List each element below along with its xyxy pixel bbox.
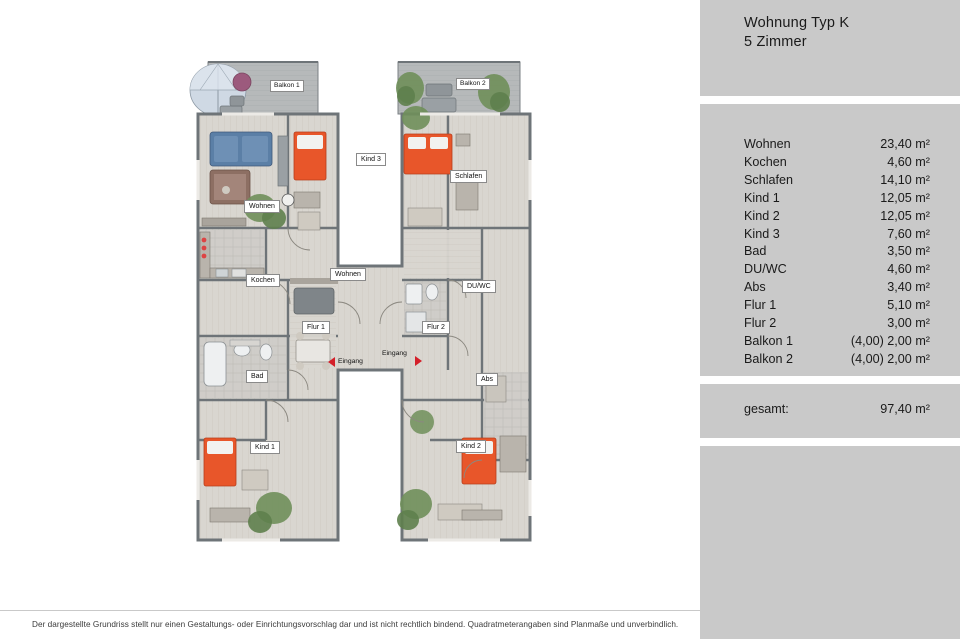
floorplan-drawing [170,40,570,550]
label-wohnen-left: Wohnen [244,200,280,213]
room-row [744,208,930,226]
room-area: (4,00) 2,00 m² [850,333,930,348]
room-row [744,297,930,315]
room-area: 23,40 m² [880,137,930,151]
room-area: 12,05 m² [880,208,930,223]
total-label: gesamt: [744,402,789,416]
room-name: Flur 1 [744,298,777,313]
room-name: Kind 1 [744,190,780,205]
room-name: Kochen [744,154,787,169]
label-schlafen: Schlafen [450,170,487,183]
label-wohnen-mid: Wohnen [330,268,366,281]
room-row [744,190,930,208]
page-title [744,14,849,52]
apartment-rooms: 5 Zimmer [744,34,807,50]
entry-marker-right [415,356,422,366]
total-area: 97,40 m² [880,402,930,416]
room-name: Kind 3 [744,226,780,241]
room-name: Bad [744,244,767,259]
label-kind3: Kind 3 [356,153,386,166]
room-name: Schlafen [744,172,794,187]
panel-title-block [700,0,960,96]
room-row [744,243,930,261]
label-eingang-right: Eingang [382,350,407,357]
panel-filler-block [700,446,960,639]
footer-divider [0,610,700,611]
room-area: 3,40 m² [887,280,930,295]
room-row [744,333,930,351]
label-flur2: Flur 2 [422,321,450,334]
label-flur1: Flur 1 [302,321,330,334]
room-name: Wohnen [744,137,791,151]
room-area: 4,60 m² [887,154,930,169]
label-duwc: DU/WC [462,280,496,293]
room-area: 3,50 m² [887,244,930,259]
total-row [744,402,930,416]
label-abs: Abs [476,373,498,386]
room-area: 12,05 m² [880,190,930,205]
apartment-type: Wohnung Typ K [744,15,850,31]
footer-disclaimer: Der dargestellte Grundriss stellt nur einen Gestaltungs- oder Einrichtungsvorschlag dar und ist nicht rechtlich bindend. Quadratmeterangaben sind Planmaße und unverbindlich. [32,620,679,629]
room-name: DU/WC [744,262,787,277]
room-area-list [744,136,930,369]
room-row [744,154,930,172]
room-area: 4,60 m² [887,262,930,277]
room-row [744,279,930,297]
label-balkon1: Balkon 1 [270,80,304,92]
room-row [744,172,930,190]
panel-total-block [700,384,960,438]
entry-marker-left [328,357,335,367]
label-bad: Bad [246,370,268,383]
room-area: 5,10 m² [887,298,930,313]
floorplan-svg [170,40,570,550]
label-kochen: Kochen [246,274,280,287]
room-row [744,136,930,154]
room-area: 3,00 m² [887,316,930,331]
room-row [744,351,930,369]
room-name: Balkon 1 [744,333,794,348]
label-eingang-left: Eingang [338,358,363,365]
room-name: Abs [744,280,766,295]
room-area: 7,60 m² [887,226,930,241]
room-area: (4,00) 2,00 m² [850,351,930,366]
room-row [744,261,930,279]
label-kind2: Kind 2 [456,440,486,453]
info-panel [700,0,960,639]
panel-rooms-block [700,104,960,376]
room-area: 14,10 m² [880,172,930,187]
label-kind1: Kind 1 [250,441,280,454]
room-name: Balkon 2 [744,351,794,366]
room-row [744,226,930,244]
room-row [744,315,930,333]
room-name: Kind 2 [744,208,780,223]
label-balkon2: Balkon 2 [456,78,490,90]
room-name: Flur 2 [744,316,777,331]
